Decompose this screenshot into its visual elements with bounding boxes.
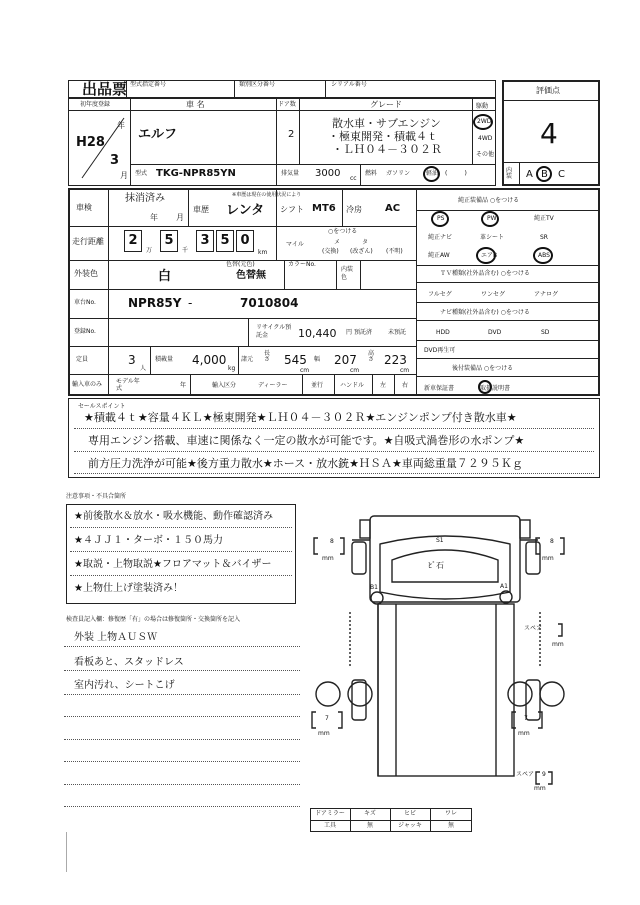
len-value: 545 xyxy=(284,353,307,367)
rating-label: 評価点 xyxy=(536,86,560,95)
drive-2wd: 2WD xyxy=(477,118,492,125)
legend-r4: 無 xyxy=(447,822,454,829)
frame-dash: - xyxy=(188,296,193,310)
sales-line-3: 前方圧力洗浄が可能★後方重力散水★ホース・放水銃★ＨＳＡ★車両総重量７２９５Ｋｇ xyxy=(88,457,523,470)
serial-label: シリアル番号 xyxy=(331,81,367,88)
spare-label-2: スペア xyxy=(516,771,535,778)
disp-unit: cc xyxy=(350,175,357,182)
ac-value: AC xyxy=(385,203,401,214)
note-item-4: ★上物仕上げ塗装済み！ xyxy=(74,583,183,594)
wid-label: 幅 xyxy=(314,356,321,363)
car-name-label: 車 名 xyxy=(186,100,205,109)
note-item-2: ★４ＪＪ１・ターボ・１５０馬力 xyxy=(74,535,223,546)
import-dealer: ディーラー xyxy=(258,382,288,389)
mileage-digit-2-text: 5 xyxy=(164,233,174,248)
dvd-play: DVD再生可 xyxy=(424,347,456,354)
inspector-line-1: 外装 上物ＡＵＳＷ xyxy=(74,632,158,643)
reg-label: 初年度登録 xyxy=(80,101,111,108)
model-value: TKG-NPR85YN xyxy=(156,168,236,179)
frame-label: 車台No. xyxy=(74,299,96,306)
rating-score: 4 xyxy=(540,117,558,150)
ac-label: 冷房 xyxy=(346,205,362,214)
tire-fl: 8 xyxy=(330,538,334,545)
color-no-label: カラーNo. xyxy=(288,261,316,268)
inspector-label: 検査員記入欄：修復歴「有」の場合は修復箇所・交換箇所を記入 xyxy=(66,616,241,623)
options-header: 純正装備品 ○をつける xyxy=(458,197,520,204)
hei-label: 高さ xyxy=(368,350,375,363)
option-sr: SR xyxy=(540,234,548,241)
sales-label: セールスポイント xyxy=(78,403,126,410)
navi-dvd: DVD xyxy=(488,329,502,336)
tv-oneseg: ワンセグ xyxy=(481,291,506,298)
reg-year-unit: 年 xyxy=(117,121,125,130)
hei-cm: cm xyxy=(400,367,410,374)
tire-fr-mm: mm xyxy=(542,555,554,562)
tv-analog: アナログ xyxy=(534,291,559,298)
mileage-label: 走行距離 xyxy=(72,237,104,246)
mileage-k: タ xyxy=(362,239,369,246)
history-value: レンタ xyxy=(226,203,265,218)
len-cm: cm xyxy=(300,367,310,374)
interior-color-label: 内装色 xyxy=(341,266,354,281)
doors-label: ドア数 xyxy=(278,101,296,108)
navi-type-label: ナビ種類(社外品含む) ○をつける xyxy=(440,309,530,316)
tv-type-label: ＴＶ種類(社外品含む) ○をつける xyxy=(440,270,530,277)
model-year-label: モデル年式 xyxy=(116,378,140,393)
drive-4wd: 4WD xyxy=(478,135,493,142)
reg-month-unit: 月 xyxy=(120,171,128,180)
handle-label: ハンドル xyxy=(340,382,365,389)
mileage-unknown: (不明) xyxy=(386,248,403,255)
load-value: 4,000 xyxy=(192,353,227,367)
option-pw: PW xyxy=(487,215,497,222)
disp-label: 排気量 xyxy=(281,170,300,177)
interior-b: B xyxy=(541,169,548,180)
option-navi: 純正ナビ xyxy=(428,234,453,241)
legend-h1: ドアミラー xyxy=(315,810,345,817)
inspection-label: 車検 xyxy=(76,203,92,212)
option-aircon: エアB xyxy=(481,252,498,259)
orig-color-label: 色替(元色) xyxy=(226,261,255,268)
navi-sd: SD xyxy=(541,329,550,336)
type-code-label: 型式指定番号 xyxy=(130,81,167,88)
diagram-chip-label: ﾋﾞ石 xyxy=(428,561,444,570)
diagram-a1: A1 xyxy=(500,583,508,590)
dim-label: 諸元 xyxy=(241,356,254,363)
note-item-3: ★取説・上物取説★フロアマット＆バイザー xyxy=(74,559,272,570)
option-aw: 純正AW xyxy=(428,252,450,259)
grade-line-3: ・ＬＨ０４－３０２Ｒ xyxy=(332,143,442,156)
recycle-paid: 預託済 xyxy=(354,329,373,336)
option-ps: PS xyxy=(437,215,445,222)
car-name: エルフ xyxy=(138,127,178,142)
mileage-digit-1-text: 2 xyxy=(128,233,138,248)
spare-mm-2: mm xyxy=(534,785,546,792)
mileage-digit-4-text: 5 xyxy=(220,233,230,248)
document-title: 出品票 xyxy=(82,80,128,98)
inspection-month: 月 xyxy=(176,213,184,222)
option-tv: 純正TV xyxy=(534,215,554,222)
tv-fullseg: フルセグ xyxy=(428,291,452,298)
import-parallel: 並行 xyxy=(311,382,324,389)
reg-month: 3 xyxy=(110,153,120,168)
legend-r1: 工具 xyxy=(323,822,336,829)
orig-color: 色替無 xyxy=(236,270,266,281)
inspection-value: 抹消済み xyxy=(125,193,165,204)
grade-line-2: ・極東開発・積載４ｔ xyxy=(328,130,438,143)
legend-r2: 無 xyxy=(366,822,373,829)
frame-prefix: NPR85Y xyxy=(128,296,182,310)
tire-rr-mm: mm xyxy=(518,730,530,737)
tire-rr: 7 xyxy=(524,715,528,722)
inspector-line-2: 看板あと、スタッドレス xyxy=(74,657,184,668)
frame-number: 7010804 xyxy=(240,296,299,310)
handle-left: 左 xyxy=(380,382,387,389)
recycle-unit: 円 xyxy=(346,329,353,336)
recycle-label: リサイクル預託金 xyxy=(256,324,292,339)
wid-cm: cm xyxy=(350,367,360,374)
option-abs: ABS xyxy=(538,252,550,259)
mileage-tamper: (改ざん) xyxy=(350,248,373,255)
len-label: 長さ xyxy=(264,350,271,363)
exterior-color: 白 xyxy=(158,269,172,284)
note-item-1: ★前後散水＆放水・吸水機能、動作確認済み xyxy=(74,511,273,522)
spare-label-1: スペア xyxy=(524,625,543,632)
diagram-b1: B1 xyxy=(370,584,378,591)
fuel-paren: ( ) xyxy=(445,170,467,177)
model-label: 型式 xyxy=(135,170,148,177)
sales-line-2: 専用エンジン搭載、車速に関係なく一定の散水が可能です。★自吸式渦巻形の水ポンプ★ xyxy=(88,434,525,447)
shift-value: MT6 xyxy=(312,203,336,214)
new-car-cert: 新車保証書 xyxy=(424,385,455,392)
wid-value: 207 xyxy=(334,353,357,367)
load-unit: kg xyxy=(228,365,236,372)
hei-value: 223 xyxy=(384,353,407,367)
mileage-digit-3-text: 3 xyxy=(200,233,210,248)
interior-label: 内装 xyxy=(506,167,513,180)
legend-h4: ワレ xyxy=(444,810,457,817)
registration-label: 登録No. xyxy=(74,328,96,335)
mileage-check-label: ○をつける xyxy=(328,228,358,235)
disp-value: 3000 xyxy=(315,168,341,179)
manual: 取扱説明書 xyxy=(480,385,511,392)
aftermarket-label: 後付装備品 ○をつける xyxy=(452,365,514,372)
interior-c: C xyxy=(558,169,565,180)
mileage-man: 万 xyxy=(146,247,153,254)
grade-label: グレード xyxy=(370,100,402,109)
fuel-label: 燃料 xyxy=(365,170,378,177)
load-label: 積載量 xyxy=(155,356,174,363)
doors-value: 2 xyxy=(288,129,295,140)
legend-h3: ヒビ xyxy=(403,810,416,817)
fuel-gasoline: ガソリン xyxy=(386,170,411,177)
legend-r3: ジャッキ xyxy=(398,822,422,829)
option-leather: 革シート xyxy=(480,234,505,241)
history-note: ※車歴は現在の使用状況により xyxy=(232,192,302,198)
drive-other: その他 xyxy=(476,151,495,158)
mileage-digit-5-text: 0 xyxy=(240,233,250,248)
tire-fr: 8 xyxy=(550,538,554,545)
capacity-label: 定員 xyxy=(76,356,89,363)
inspector-line-3: 室内汚れ、シートこげ xyxy=(74,680,175,691)
mileage-mile: マイル xyxy=(286,241,304,248)
navi-hdd: HDD xyxy=(436,329,450,336)
drive-label: 駆動 xyxy=(476,103,489,110)
recycle-unpaid: 未預託 xyxy=(388,329,407,336)
grade-line-1: 散水車・サブエンジン xyxy=(332,117,441,130)
legend-h2: キズ xyxy=(364,810,376,817)
tire-rl-mm: mm xyxy=(318,730,330,737)
exterior-color-label: 外装色 xyxy=(74,269,98,278)
inspection-year: 年 xyxy=(150,213,158,222)
spare-mm-1: mm xyxy=(552,641,564,648)
capacity-persons: 3 xyxy=(128,353,136,367)
reg-era: H28 xyxy=(76,135,105,150)
history-label: 車歴 xyxy=(193,205,209,214)
mileage-m: メ xyxy=(334,239,341,246)
mileage-km: km xyxy=(258,249,268,256)
handle-right: 右 xyxy=(402,382,409,389)
notes-label: 注意事項・不具合箇所 xyxy=(66,493,127,500)
sales-line-1: ★積載４ｔ★容量４ＫＬ★極東開発★ＬＨ０４－３０２Ｒ★エンジンポンプ付き散水車★ xyxy=(84,411,517,424)
model-year-unit: 年 xyxy=(180,382,187,389)
capacity-persons-unit: 人 xyxy=(140,365,147,372)
tire-rl: 7 xyxy=(325,715,329,722)
tire-fl-mm: mm xyxy=(322,555,334,562)
import-label: 輸入車のみ xyxy=(72,381,103,388)
interior-a: A xyxy=(526,169,533,180)
spare-value-2: 9 xyxy=(542,771,546,778)
diagram-s1: S1 xyxy=(436,537,444,544)
fuel-diesel: 軽油 xyxy=(426,170,439,177)
mileage-sen: 千 xyxy=(182,247,189,254)
shift-label: シフト xyxy=(280,205,304,214)
class-code-label: 類別区分番号 xyxy=(239,81,276,88)
import-type-label: 輸入区分 xyxy=(212,382,237,389)
mileage-swap: (交換) xyxy=(322,248,339,255)
recycle-value: 10,440 xyxy=(298,327,337,340)
